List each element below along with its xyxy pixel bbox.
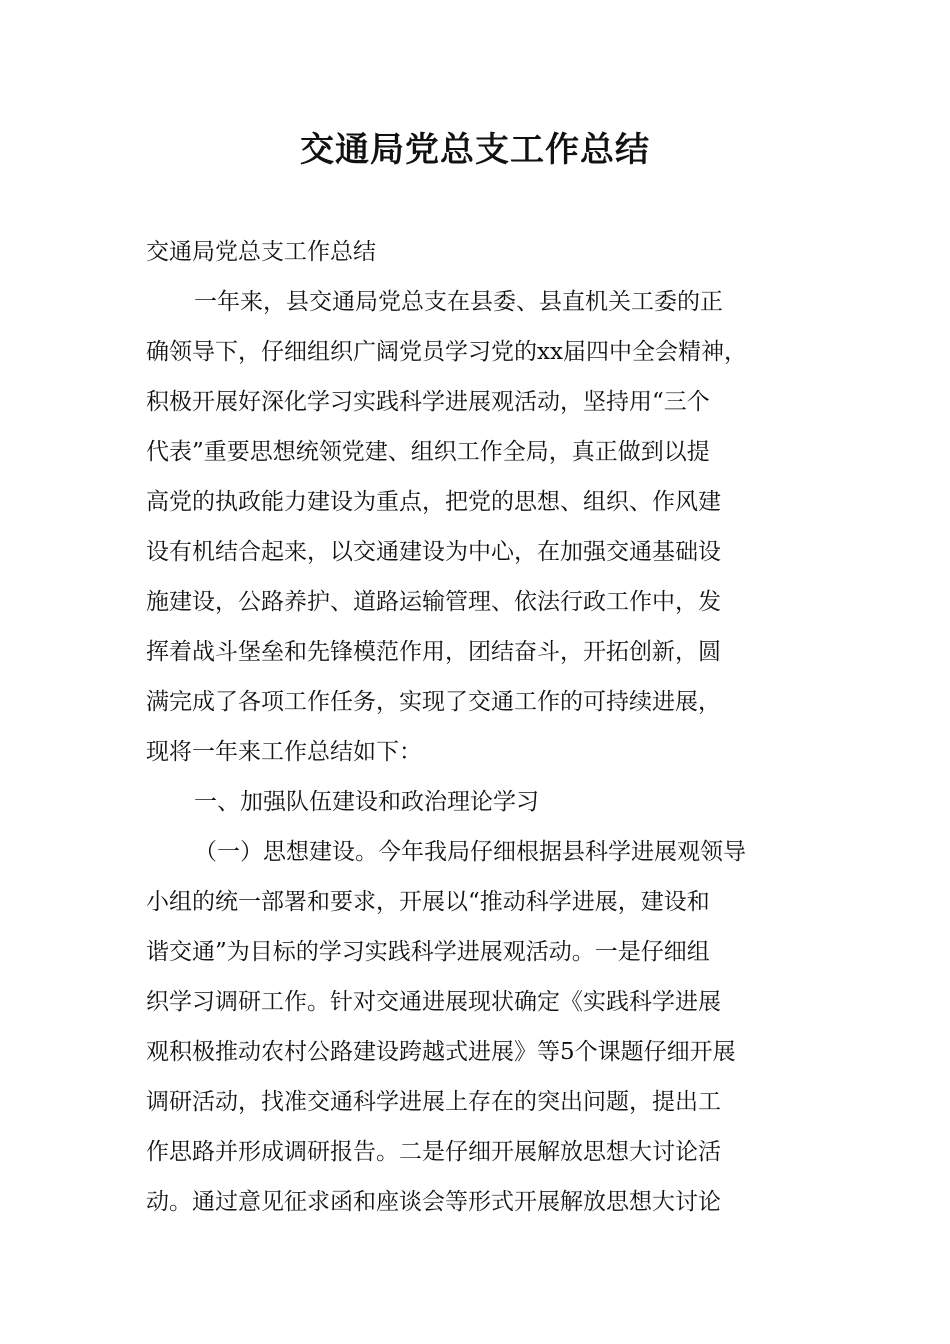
- paragraph-line: 设有机结合起来，以交通建设为中心，在加强交通基础设: [146, 539, 721, 565]
- paragraph-line: 谐交通”为目标的学习实践科学进展观活动。一是仔细组: [146, 939, 710, 965]
- paragraph-line: 高党的执政能力建设为重点，把党的思想、组织、作风建: [146, 489, 721, 515]
- paragraph-line: 挥着战斗堡垒和先锋模范作用，团结奋斗，开拓创新，圆: [146, 639, 721, 665]
- section-heading: 一、加强队伍建设和政治理论学习: [194, 789, 539, 815]
- paragraph-line: 代表”重要思想统领党建、组织工作全局，真正做到以提: [146, 439, 710, 465]
- paragraph-line: 织学习调研工作。针对交通进展现状确定《实践科学进展: [146, 989, 721, 1015]
- subtitle-line: 交通局党总支工作总结: [146, 239, 376, 265]
- paragraph-line: 作思路并形成调研报告。二是仔细开展解放思想大讨论活: [146, 1139, 721, 1165]
- paragraph-line: 动。通过意见征求函和座谈会等形式开展解放思想大讨论: [146, 1189, 721, 1215]
- paragraph-line: 观积极推动农村公路建设跨越式进展》等5个课题仔细开展: [146, 1039, 736, 1065]
- paragraph-line: 现将一年来工作总结如下：: [146, 739, 422, 765]
- paragraph-line: 满完成了各项工作任务，实现了交通工作的可持续进展，: [146, 689, 721, 715]
- paragraph-line: （一）思想建设。今年我局仔细根据县科学进展观领导: [194, 839, 746, 865]
- paragraph-line: 施建设，公路养护、道路运输管理、依法行政工作中，发: [146, 589, 721, 615]
- paragraph-line: 一年来，县交通局党总支在县委、县直机关工委的正: [194, 289, 723, 315]
- paragraph-line: 小组的统一部署和要求，开展以“推动科学进展，建设和: [146, 889, 710, 915]
- paragraph-line: 调研活动，找准交通科学进展上存在的突出问题，提出工: [146, 1089, 721, 1115]
- paragraph-line: 积极开展好深化学习实践科学进展观活动，坚持用“三个: [146, 389, 710, 415]
- document-body: [146, 227, 810, 1227]
- document-title: 交通局党总支工作总结: [300, 130, 650, 170]
- paragraph-line: 确领导下，仔细组织广阔党员学习党的xx届四中全会精神，: [146, 339, 747, 365]
